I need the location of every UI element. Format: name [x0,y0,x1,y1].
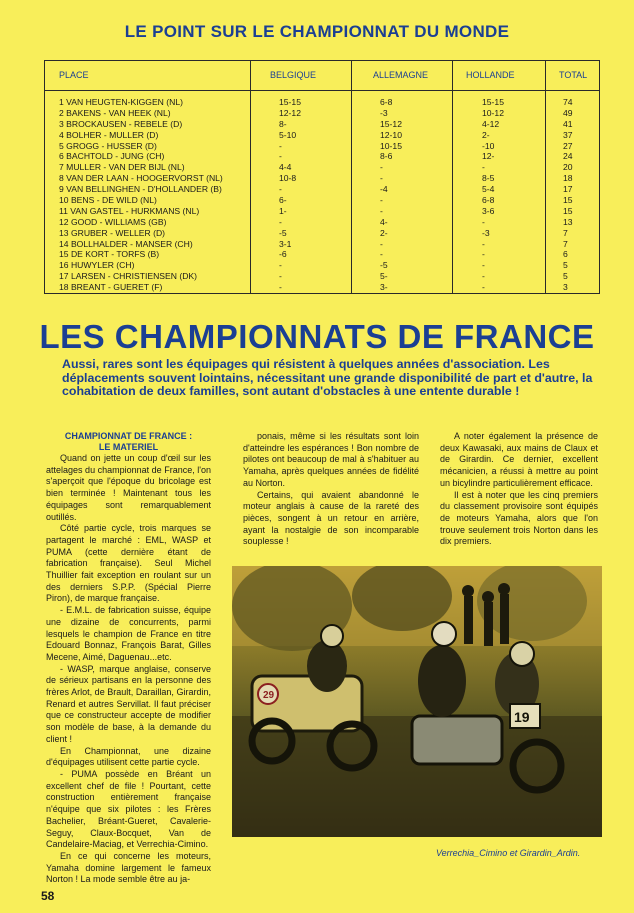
cell-hollande: - [482,249,485,260]
cell-place: 2 BAKENS - VAN HEEK (NL) [59,107,171,118]
cell-total: 17 [563,184,573,195]
header-place: PLACE [59,70,89,80]
cell-allemagne: 10-15 [380,140,402,151]
cell-total: 3 [563,282,568,293]
paragraph: A noter également la présence de deux Kawasaki, aux mains de Claux et de Girardin. Ce dernier, excellent mécanicien, a réussi à mettre au point un bicylindre particulièrement efficace. [440,431,598,488]
cell-belgique: 10-8 [279,173,297,184]
cell-allemagne: 6-8 [380,97,393,107]
cell-total: 27 [563,140,573,151]
header-belgique: BELGIQUE [270,70,317,80]
cell-hollande: - [482,282,485,293]
cell-belgique: -6 [279,249,287,260]
cell-place: 15 DE KORT - TORFS (B) [59,249,160,260]
cell-belgique: - [279,282,282,293]
cell-hollande: - [482,271,485,282]
cell-place: 16 HUWYLER (CH) [59,260,135,271]
paragraph: - E.M.L. de fabrication suisse, équipe une dizaine de concurrents, parmi lesquels le champion de France en titre Edouard Bonnaz, François Barat, Gilles Mecene, Aimé, Daguenau...etc. [46,605,211,662]
cell-hollande: 10-12 [482,107,504,118]
table-row [45,151,599,162]
table-row [45,195,599,206]
article-title: LES CHAMPIONNATS DE FRANCE [39,318,595,355]
article-subtitle: Aussi, rares sont les équipages qui résistent à quelques années d'association. Les déplacements souvent lointains, nécessitant une grande disponibilité de part et d'autre, la cohabitation de deux familles, sont autant d'obstacles à une entente durable ! [62,357,593,398]
table-row [45,282,599,293]
cell-place: 14 BOLLHALDER - MANSER (CH) [59,238,193,249]
cell-total: 18 [563,173,573,184]
table-row [45,130,599,141]
table-row [45,173,599,184]
cell-hollande: 12- [482,151,495,162]
cell-place: 10 BENS - DE WILD (NL) [59,195,157,206]
table-row [45,141,599,152]
cell-place: 3 BROCKAUSEN - REBELE (D) [59,118,183,129]
cell-hollande: -3 [482,227,490,238]
cell-hollande: 15-15 [482,97,504,107]
paragraph: ponais, même si les résultats sont loin d'atteindre les espérances ! Bon nombre de pilotes ont beaucoup de mal à s'habituer au Yamaha, après quelques années de fidélité au Norton. [243,431,419,488]
cell-belgique: 8- [279,118,287,129]
cell-place: 9 VAN BELLINGHEN - D'HOLLANDER (B) [59,184,222,195]
table-row [45,271,599,282]
cell-allemagne: 8-6 [380,151,393,162]
cell-belgique: - [279,271,282,282]
cell-place: 1 VAN HEUGTEN-KIGGEN (NL) [59,97,183,107]
table-row [45,217,599,228]
sidecar-race-illustration [232,566,602,837]
paragraph: Il est à noter que les cinq premiers du classement provisoire sont équipés de moteurs Yamaha, alors que l'on trouve seulement trois Norton dans les dix premiers. [440,489,598,547]
cell-place: 11 VAN GASTEL - HURKMANS (NL) [59,205,200,216]
cell-place: 18 BREANT - GUERET (F) [59,282,163,293]
paragraph: - WASP, marque anglaise, conserve de sérieux partisans en la personne des frères Arlot, de Brault, Daraillan, Girardin, Renard et autres Servillat. Il faut préciser que ce constructeur accepte de modifier son modèle de base, à la demande du client ! [46,663,211,744]
cell-belgique: 3-1 [279,238,292,249]
cell-total: 74 [563,97,573,107]
cell-allemagne: - [380,162,383,173]
table-row [45,119,599,130]
cell-belgique: 5-10 [279,129,297,140]
cell-hollande: 4-12 [482,118,500,129]
cell-allemagne: - [380,195,383,206]
standings-table [44,60,600,294]
cell-belgique: - [279,216,282,227]
cell-belgique: - [279,260,282,271]
cell-allemagne: - [380,238,383,249]
cell-total: 37 [563,129,573,140]
cell-total: 7 [563,238,568,249]
photo-caption: Verrechia_Cimino et Girardin_Ardin. [436,848,581,858]
paragraph: Quand on jette un coup d'œil sur les attelages du championnat de France, l'on s'aperçoit que l'époque du bricolage est bien terminée ! Maintenant tous les équipages sont remarquablement outillés. [46,453,211,522]
table-row [45,162,599,173]
cell-place: 12 GOOD - WILLIAMS (GB) [59,216,167,227]
header-allemagne: ALLEMAGNE [373,70,429,80]
cell-hollande: - [482,238,485,249]
cell-hollande: - [482,216,485,227]
cell-total: 49 [563,107,573,118]
cell-hollande: - [482,260,485,271]
cell-place: 7 MULLER - VAN DER BIJL (NL) [59,162,185,173]
table-row [45,260,599,271]
cell-total: 15 [563,205,573,216]
cell-allemagne: - [380,249,383,260]
cell-total: 7 [563,227,568,238]
cell-hollande: 8-5 [482,173,495,184]
cell-total: 6 [563,249,568,260]
cell-allemagne: 15-12 [380,118,402,129]
cell-belgique: - [279,140,282,151]
cell-hollande: - [482,162,485,173]
table-body [45,97,599,293]
cell-total: 24 [563,151,573,162]
cell-belgique: 4-4 [279,162,292,173]
article-column-3 [440,431,598,548]
table-row [45,108,599,119]
cell-total: 41 [563,118,573,129]
cell-allemagne: 5- [380,271,388,282]
cell-hollande: -10 [482,140,495,151]
cell-belgique: 12-12 [279,107,301,118]
table-row [45,206,599,217]
header-hollande: HOLLANDE [466,70,515,80]
cell-total: 5 [563,260,568,271]
cell-total: 15 [563,195,573,206]
cell-belgique: 15-15 [279,97,301,107]
cell-belgique: - [279,151,282,162]
cell-place: 8 VAN DER LAAN - HOOGERVORST (NL) [59,173,223,184]
cell-belgique: 6- [279,195,287,206]
cell-allemagne: 12-10 [380,129,402,140]
table-row [45,97,599,108]
paragraph: - PUMA possède en Bréant un excellent chef de file ! Pourtant, cette construction entièrement française n'équipe que six pilotes : les Frères Bachelier, Bréant-Gueret, Cavalerie-Seguy, Claux-Bocquet, Van de Candelaire-Maciag, et Verrechia-Cimino. [46,768,211,850]
cell-allemagne: -3 [380,107,388,118]
cell-allemagne: 3- [380,282,388,293]
cell-total: 20 [563,162,573,173]
header-divider [45,90,599,91]
cell-belgique: - [279,184,282,195]
table-row [45,239,599,250]
paragraph: Côté partie cycle, trois marques se partagent le marché : EML, WASP et PUMA (cette dernière étant de fabrication française). Seul Michel Thuillier fait exception en roulant sur un des derniers S.P.P. (Spécial Pierre Piron), de marque française. [46,523,211,604]
cell-allemagne: -5 [380,260,388,271]
header-total: TOTAL [559,70,588,80]
table-row [45,184,599,195]
table-title: LE POINT SUR LE CHAMPIONNAT DU MONDE [124,22,510,41]
section-heading-line-2: LE MATERIEL [98,442,159,452]
cell-place: 17 LARSEN - CHRISTIENSEN (DK) [59,271,198,282]
article-column-2 [243,431,419,548]
svg-text:29: 29 [263,690,275,701]
cell-total: 13 [563,216,573,227]
cell-hollande: 3-6 [482,205,495,216]
cell-place: 5 GROGG - HUSSER (D) [59,140,157,151]
race-photo [232,566,602,837]
cell-allemagne: - [380,173,383,184]
page-number: 58 [41,889,55,903]
cell-total: 5 [563,271,568,282]
section-heading [46,431,211,453]
cell-place: 6 BACHTOLD - JUNG (CH) [59,151,165,162]
cell-allemagne: -4 [380,184,388,195]
cell-place: 4 BOLHER - MULLER (D) [59,129,159,140]
table-row [45,249,599,260]
cell-hollande: 2- [482,129,490,140]
cell-place: 13 GRUBER - WELLER (D) [59,227,166,238]
article-column-1 [46,431,211,886]
cell-belgique: 1- [279,205,287,216]
table-row [45,228,599,239]
cell-allemagne: - [380,205,383,216]
section-heading-line-1: CHAMPIONNAT DE FRANCE : [64,431,193,441]
svg-text:19: 19 [514,709,530,725]
cell-allemagne: 4- [380,216,388,227]
paragraph: En ce qui concerne les moteurs, Yamaha domine largement le fameux Norton ! La mode semble être au ja- [46,850,211,885]
cell-hollande: 6-8 [482,195,495,206]
paragraph: En Championnat, une dizaine d'équipages utilisent cette partie cycle. [46,745,211,768]
paragraph: Certains, qui avaient abandonné le moteur anglais à cause de la rareté des pièces, songent à un retour en arrière, ayant la nostalgie de son incomparable souplesse ! [243,489,419,547]
cell-belgique: -5 [279,227,287,238]
cell-allemagne: 2- [380,227,388,238]
cell-hollande: 5-4 [482,184,495,195]
